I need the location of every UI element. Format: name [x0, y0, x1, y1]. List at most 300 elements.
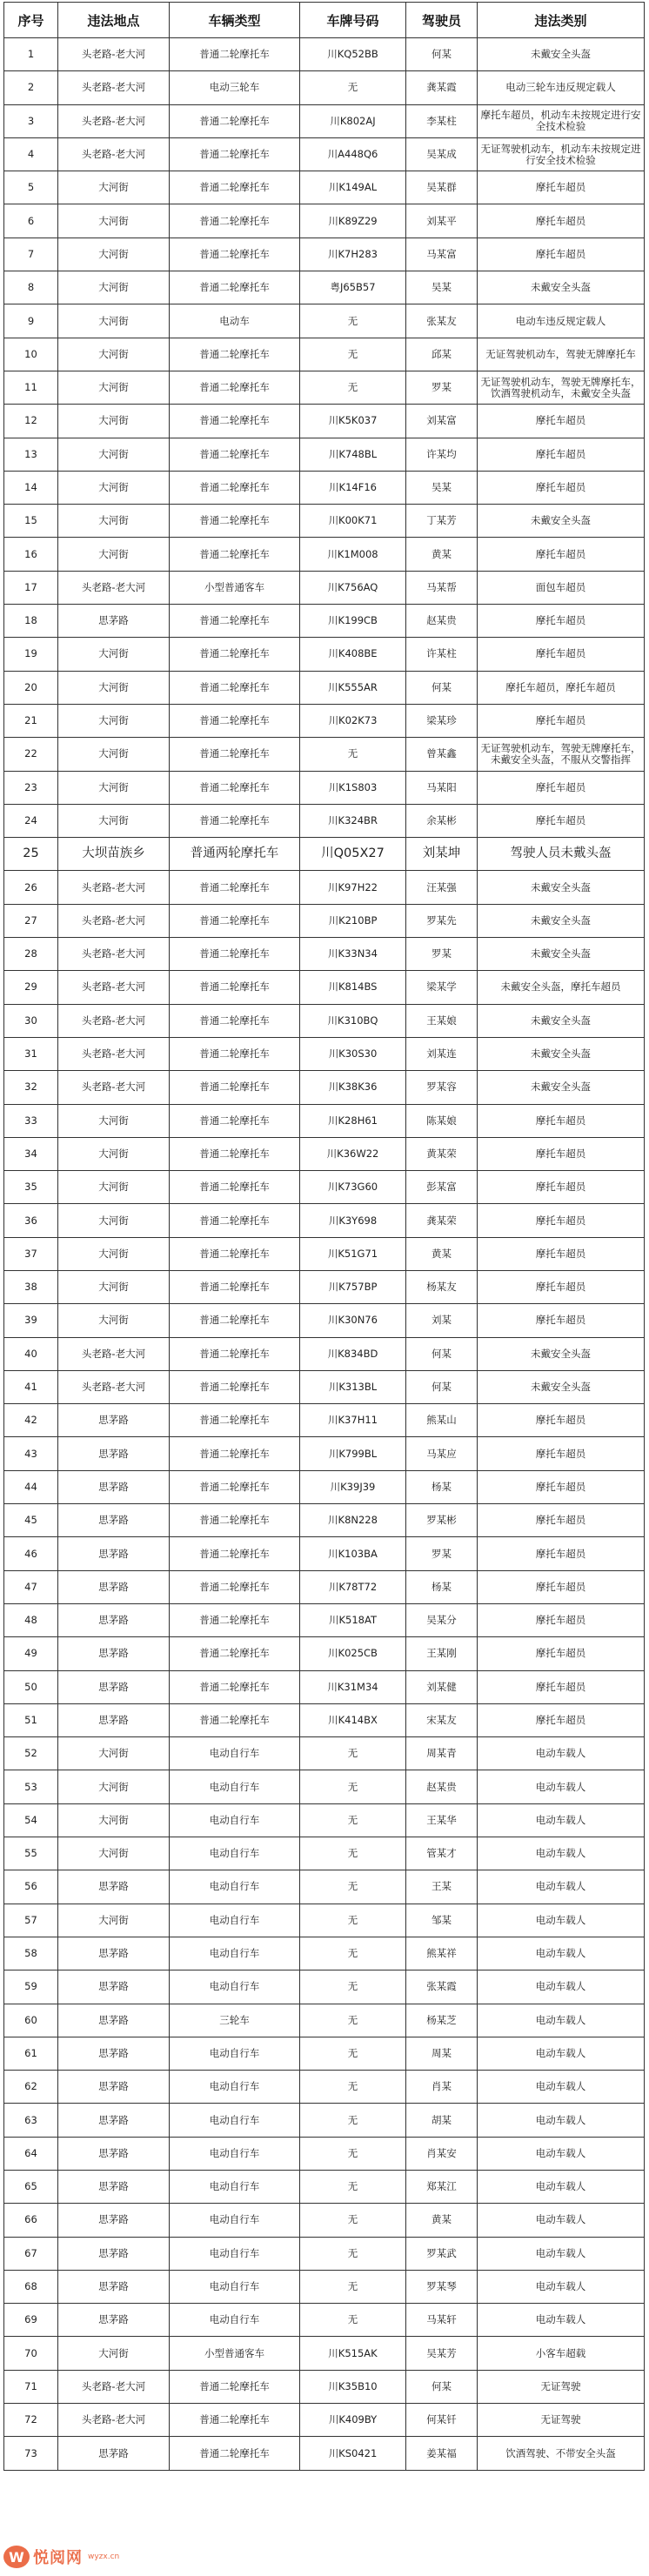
cell-category: 电动车载人: [478, 1904, 645, 1937]
cell-plate: 川K38K36: [300, 1071, 406, 1104]
cell-plate: 无: [300, 1803, 406, 1837]
table-row: [4, 1037, 645, 1070]
cell-plate: 川K33N34: [300, 938, 406, 971]
cell-category: 摩托车超员: [478, 1537, 645, 1570]
table-row: [4, 638, 645, 671]
cell-plate: 无: [300, 1904, 406, 1937]
cell-number: 2: [4, 71, 58, 104]
cell-vehicle-type: 电动自行车: [170, 2037, 300, 2070]
table-row: [4, 371, 645, 404]
cell-vehicle-type: 普通二轮摩托车: [170, 1637, 300, 1670]
cell-location: 头老路-老大河: [58, 38, 170, 71]
cell-vehicle-type: 普通二轮摩托车: [170, 104, 300, 137]
table-row: [4, 1870, 645, 1904]
cell-number: 12: [4, 405, 58, 438]
cell-driver: 汪某强: [406, 871, 478, 904]
cell-number: 32: [4, 1071, 58, 1104]
cell-plate: 川K748BL: [300, 438, 406, 471]
cell-vehicle-type: 普通二轮摩托车: [170, 405, 300, 438]
table-row: [4, 2237, 645, 2270]
cell-plate: 无: [300, 2037, 406, 2070]
cell-category: 摩托车超员: [478, 1504, 645, 1537]
cell-vehicle-type: 普通二轮摩托车: [170, 1037, 300, 1070]
table-row: [4, 538, 645, 571]
cell-vehicle-type: 普通二轮摩托车: [170, 271, 300, 304]
cell-vehicle-type: 普通二轮摩托车: [170, 871, 300, 904]
cell-vehicle-type: 普通二轮摩托车: [170, 1504, 300, 1537]
cell-driver: 龚某荣: [406, 1204, 478, 1237]
cell-location: 头老路-老大河: [58, 971, 170, 1004]
cell-category: 面包车超员: [478, 571, 645, 604]
cell-location: 思茅路: [58, 2004, 170, 2037]
cell-number: 3: [4, 104, 58, 137]
cell-plate: 川K7H283: [300, 238, 406, 271]
cell-location: 大河街: [58, 1803, 170, 1837]
cell-driver: 吴某: [406, 471, 478, 504]
header-category: 违法类别: [478, 3, 645, 38]
cell-category: 未戴安全头盔: [478, 271, 645, 304]
cell-driver: 许某均: [406, 438, 478, 471]
cell-plate: 粤J65B57: [300, 271, 406, 304]
cell-plate: 川K5K037: [300, 405, 406, 438]
cell-driver: 余某彬: [406, 804, 478, 837]
cell-number: 62: [4, 2071, 58, 2104]
table-row: [4, 1703, 645, 1736]
table-row: [4, 1337, 645, 1370]
cell-driver: 黄某: [406, 2204, 478, 2237]
cell-driver: 龚某霞: [406, 71, 478, 104]
cell-category: 未戴安全头盔: [478, 505, 645, 538]
cell-number: 68: [4, 2270, 58, 2303]
cell-category: 摩托车超员: [478, 1603, 645, 1636]
cell-number: 24: [4, 804, 58, 837]
cell-category: 未戴安全头盔: [478, 1037, 645, 1070]
cell-location: 大河街: [58, 371, 170, 404]
cell-location: 大河街: [58, 238, 170, 271]
cell-location: 大河街: [58, 738, 170, 771]
cell-location: 大河街: [58, 438, 170, 471]
cell-location: 头老路-老大河: [58, 1337, 170, 1370]
cell-vehicle-type: 普通二轮摩托车: [170, 971, 300, 1004]
cell-location: 大河街: [58, 1770, 170, 1803]
cell-plate: 无: [300, 738, 406, 771]
cell-category: 摩托车超员: [478, 405, 645, 438]
cell-location: 大河街: [58, 1237, 170, 1270]
cell-location: 头老路-老大河: [58, 1037, 170, 1070]
cell-plate: 川K799BL: [300, 1437, 406, 1470]
cell-driver: 杨某: [406, 1470, 478, 1503]
cell-driver: 罗某: [406, 938, 478, 971]
cell-number: 16: [4, 538, 58, 571]
cell-driver: 周某青: [406, 1737, 478, 1770]
cell-vehicle-type: 普通二轮摩托车: [170, 1137, 300, 1170]
cell-driver: 梁某学: [406, 971, 478, 1004]
cell-number: 39: [4, 1304, 58, 1337]
cell-driver: 马某阳: [406, 771, 478, 804]
cell-driver: 李某柱: [406, 104, 478, 137]
cell-vehicle-type: 普通二轮摩托车: [170, 538, 300, 571]
cell-plate: 无: [300, 2071, 406, 2104]
table-row: [4, 2270, 645, 2303]
cell-number: 63: [4, 2104, 58, 2137]
cell-number: 33: [4, 1104, 58, 1137]
table-row: [4, 2071, 645, 2104]
cell-vehicle-type: 普通二轮摩托车: [170, 804, 300, 837]
cell-driver: 罗某容: [406, 1071, 478, 1104]
cell-category: 未戴安全头盔: [478, 1004, 645, 1037]
cell-category: 摩托车超员: [478, 1437, 645, 1470]
cell-vehicle-type: 普通二轮摩托车: [170, 738, 300, 771]
table-row: [4, 338, 645, 371]
cell-category: 电动车载人: [478, 1970, 645, 2004]
table-row: [4, 271, 645, 304]
cell-plate: 无: [300, 2137, 406, 2170]
cell-plate: 川K00K71: [300, 505, 406, 538]
cell-category: 摩托车超员: [478, 1171, 645, 1204]
cell-category: 摩托车超员: [478, 1304, 645, 1337]
cell-vehicle-type: 电动自行车: [170, 1737, 300, 1770]
cell-plate: 川K28H61: [300, 1104, 406, 1137]
cell-number: 59: [4, 1970, 58, 2004]
cell-driver: 吴某: [406, 271, 478, 304]
table-row: [4, 1803, 645, 1837]
cell-vehicle-type: 普通二轮摩托车: [170, 1370, 300, 1403]
table-row: [4, 2437, 645, 2470]
cell-location: 思茅路: [58, 2171, 170, 2204]
cell-category: 摩托车超员: [478, 704, 645, 737]
table-row: [4, 1570, 645, 1603]
cell-plate: 无: [300, 1870, 406, 1904]
cell-number: 65: [4, 2171, 58, 2204]
table-row: [4, 2037, 645, 2070]
table-row: [4, 971, 645, 1004]
cell-driver: 管某才: [406, 1837, 478, 1870]
cell-plate: 川K31M34: [300, 1670, 406, 1703]
cell-driver: 刘某坤: [406, 838, 478, 871]
cell-vehicle-type: 电动车: [170, 304, 300, 338]
cell-number: 25: [4, 838, 58, 871]
cell-vehicle-type: 普通二轮摩托车: [170, 671, 300, 704]
cell-driver: 邹某: [406, 1904, 478, 1937]
cell-driver: 赵某贵: [406, 605, 478, 638]
cell-driver: 张某友: [406, 304, 478, 338]
table-row: [4, 238, 645, 271]
cell-plate: 川K834BD: [300, 1337, 406, 1370]
cell-driver: 张某霞: [406, 1970, 478, 2004]
cell-location: 思茅路: [58, 1504, 170, 1537]
cell-location: 大河街: [58, 1270, 170, 1303]
cell-plate: 川K51G71: [300, 1237, 406, 1270]
cell-plate: 川K3Y698: [300, 1204, 406, 1237]
cell-vehicle-type: 电动自行车: [170, 2237, 300, 2270]
cell-location: 思茅路: [58, 2037, 170, 2070]
cell-vehicle-type: 电动自行车: [170, 2104, 300, 2137]
table-row: [4, 1404, 645, 1437]
table-row: [4, 471, 645, 504]
cell-vehicle-type: 普通二轮摩托车: [170, 904, 300, 937]
cell-vehicle-type: 普通二轮摩托车: [170, 137, 300, 171]
watermark-text: 悦阅网: [33, 2549, 83, 2567]
cell-category: 电动车载人: [478, 2004, 645, 2037]
cell-category: 电动车载人: [478, 1837, 645, 1870]
cell-location: 大河街: [58, 1171, 170, 1204]
table-row: [4, 671, 645, 704]
table-body: [4, 38, 645, 2471]
cell-location: 思茅路: [58, 1937, 170, 1970]
cell-category: 摩托车超员: [478, 204, 645, 238]
cell-category: 无证驾驶机动车，驾驶无牌摩托车，未戴安全头盔，不服从交警指挥: [478, 738, 645, 771]
cell-location: 思茅路: [58, 1603, 170, 1636]
cell-driver: 马某轩: [406, 2304, 478, 2337]
cell-location: 思茅路: [58, 1537, 170, 1570]
cell-category: 摩托车超员: [478, 171, 645, 204]
cell-category: 驾驶人员未戴头盔: [478, 838, 645, 871]
cell-driver: 邱某: [406, 338, 478, 371]
cell-vehicle-type: 普通二轮摩托车: [170, 238, 300, 271]
cell-number: 51: [4, 1703, 58, 1736]
cell-vehicle-type: 普通二轮摩托车: [170, 1104, 300, 1137]
table-row: [4, 1137, 645, 1170]
table-row: [4, 405, 645, 438]
cell-location: 思茅路: [58, 2137, 170, 2170]
cell-driver: 胡某: [406, 2104, 478, 2137]
cell-category: 未戴安全头盔，摩托车超员: [478, 971, 645, 1004]
cell-category: 摩托车超员: [478, 1670, 645, 1703]
cell-number: 30: [4, 1004, 58, 1037]
cell-plate: 川K30N76: [300, 1304, 406, 1337]
cell-number: 27: [4, 904, 58, 937]
table-row: [4, 2104, 645, 2137]
cell-number: 58: [4, 1937, 58, 1970]
table-row: [4, 704, 645, 737]
table-row: [4, 1437, 645, 1470]
cell-vehicle-type: 普通二轮摩托车: [170, 1237, 300, 1270]
cell-location: 大河街: [58, 538, 170, 571]
cell-category: 摩托车超员: [478, 1104, 645, 1137]
cell-number: 34: [4, 1137, 58, 1170]
cell-plate: 川K199CB: [300, 605, 406, 638]
cell-vehicle-type: 普通二轮摩托车: [170, 38, 300, 71]
cell-driver: 吴某成: [406, 137, 478, 171]
table-row: [4, 1270, 645, 1303]
cell-plate: 川KS0421: [300, 2437, 406, 2470]
table-row: [4, 2137, 645, 2170]
header-vehicle-type: 车辆类型: [170, 3, 300, 38]
cell-number: 50: [4, 1670, 58, 1703]
cell-category: 未戴安全头盔: [478, 904, 645, 937]
cell-plate: 川K103BA: [300, 1537, 406, 1570]
cell-plate: 无: [300, 1970, 406, 2004]
cell-number: 26: [4, 871, 58, 904]
cell-location: 大河街: [58, 671, 170, 704]
cell-location: 大河街: [58, 304, 170, 338]
cell-number: 61: [4, 2037, 58, 2070]
cell-number: 5: [4, 171, 58, 204]
cell-plate: 川K814BS: [300, 971, 406, 1004]
cell-number: 7: [4, 238, 58, 271]
cell-category: 电动车载人: [478, 2270, 645, 2303]
cell-number: 56: [4, 1870, 58, 1904]
cell-location: 头老路-老大河: [58, 137, 170, 171]
cell-vehicle-type: 电动自行车: [170, 1803, 300, 1837]
cell-driver: 黄某: [406, 1237, 478, 1270]
cell-driver: 罗某彬: [406, 1504, 478, 1537]
table-row: [4, 71, 645, 104]
cell-category: 电动三轮车违反规定载人: [478, 71, 645, 104]
cell-number: 20: [4, 671, 58, 704]
cell-vehicle-type: 电动自行车: [170, 1970, 300, 2004]
cell-vehicle-type: 普通二轮摩托车: [170, 1071, 300, 1104]
cell-vehicle-type: 普通二轮摩托车: [170, 438, 300, 471]
cell-category: 电动车载人: [478, 2237, 645, 2270]
cell-plate: 无: [300, 2004, 406, 2037]
cell-vehicle-type: 普通二轮摩托车: [170, 371, 300, 404]
cell-plate: 川K324BR: [300, 804, 406, 837]
cell-number: 35: [4, 1171, 58, 1204]
cell-driver: 杨某: [406, 1570, 478, 1603]
cell-vehicle-type: 普通二轮摩托车: [170, 1204, 300, 1237]
cell-vehicle-type: 普通二轮摩托车: [170, 1304, 300, 1337]
cell-category: 电动车载人: [478, 2071, 645, 2104]
header-location: 违法地点: [58, 3, 170, 38]
cell-vehicle-type: 普通二轮摩托车: [170, 771, 300, 804]
cell-category: 电动车载人: [478, 2204, 645, 2237]
cell-location: 思茅路: [58, 2071, 170, 2104]
cell-vehicle-type: 普通二轮摩托车: [170, 1670, 300, 1703]
cell-location: 头老路-老大河: [58, 571, 170, 604]
cell-vehicle-type: 小型普通客车: [170, 2337, 300, 2370]
table-row: [4, 904, 645, 937]
cell-number: 64: [4, 2137, 58, 2170]
cell-number: 17: [4, 571, 58, 604]
cell-vehicle-type: 电动自行车: [170, 1837, 300, 1870]
table-row: [4, 838, 645, 871]
table-row: [4, 605, 645, 638]
cell-number: 69: [4, 2304, 58, 2337]
cell-category: 摩托车超员: [478, 1237, 645, 1270]
cell-driver: 杨某芝: [406, 2004, 478, 2037]
cell-category: 电动车载人: [478, 1937, 645, 1970]
cell-category: 未戴安全头盔: [478, 1370, 645, 1403]
cell-location: 大河街: [58, 804, 170, 837]
cell-driver: 刘某连: [406, 1037, 478, 1070]
cell-location: 思茅路: [58, 1437, 170, 1470]
cell-number: 10: [4, 338, 58, 371]
cell-driver: 吴某分: [406, 1603, 478, 1636]
cell-plate: 川K515AK: [300, 2337, 406, 2370]
cell-category: 摩托车超员: [478, 638, 645, 671]
cell-location: 头老路-老大河: [58, 1071, 170, 1104]
cell-number: 29: [4, 971, 58, 1004]
table-row: [4, 2171, 645, 2204]
cell-number: 52: [4, 1737, 58, 1770]
cell-category: 摩托车超员: [478, 605, 645, 638]
cell-plate: 无: [300, 1937, 406, 1970]
cell-location: 思茅路: [58, 2304, 170, 2337]
cell-driver: 刘某: [406, 1304, 478, 1337]
cell-number: 8: [4, 271, 58, 304]
cell-plate: 川K025CB: [300, 1637, 406, 1670]
cell-plate: 无: [300, 2104, 406, 2137]
cell-vehicle-type: 电动自行车: [170, 1904, 300, 1937]
cell-vehicle-type: 普通二轮摩托车: [170, 338, 300, 371]
cell-plate: 川K408BE: [300, 638, 406, 671]
cell-number: 72: [4, 2404, 58, 2437]
cell-location: 大河街: [58, 1204, 170, 1237]
cell-driver: 肖某安: [406, 2137, 478, 2170]
table-header-row: [4, 3, 645, 38]
cell-category: 电动车载人: [478, 2104, 645, 2137]
cell-category: 未戴安全头盔: [478, 871, 645, 904]
cell-driver: 罗某琴: [406, 2270, 478, 2303]
table-row: [4, 171, 645, 204]
cell-location: 大河街: [58, 1904, 170, 1937]
cell-category: 摩托车超员: [478, 1570, 645, 1603]
cell-category: 电动车载人: [478, 2304, 645, 2337]
cell-plate: 川K8N228: [300, 1504, 406, 1537]
cell-vehicle-type: 三轮车: [170, 2004, 300, 2037]
cell-number: 73: [4, 2437, 58, 2470]
cell-driver: 黄某荣: [406, 1137, 478, 1170]
table-row: [4, 2404, 645, 2437]
cell-driver: 何某: [406, 2370, 478, 2403]
cell-number: 4: [4, 137, 58, 171]
cell-plate: 无: [300, 1770, 406, 1803]
cell-vehicle-type: 普通二轮摩托车: [170, 1470, 300, 1503]
cell-plate: 川K89Z29: [300, 204, 406, 238]
cell-location: 大河街: [58, 1137, 170, 1170]
cell-driver: 丁某芳: [406, 505, 478, 538]
cell-location: 大河街: [58, 471, 170, 504]
cell-driver: 宋某友: [406, 1703, 478, 1736]
header-number: 序号: [4, 3, 58, 38]
cell-location: 头老路-老大河: [58, 938, 170, 971]
cell-plate: 川K149AL: [300, 171, 406, 204]
table-row: [4, 871, 645, 904]
cell-number: 31: [4, 1037, 58, 1070]
watermark-logo-icon: W: [3, 2546, 30, 2568]
cell-vehicle-type: 普通二轮摩托车: [170, 704, 300, 737]
cell-driver: 马某帮: [406, 571, 478, 604]
table-row: [4, 1770, 645, 1803]
cell-plate: 无: [300, 71, 406, 104]
cell-location: 思茅路: [58, 2237, 170, 2270]
cell-vehicle-type: 普通二轮摩托车: [170, 1570, 300, 1603]
cell-location: 头老路-老大河: [58, 104, 170, 137]
cell-vehicle-type: 普通二轮摩托车: [170, 204, 300, 238]
cell-category: 摩托车超员: [478, 1137, 645, 1170]
cell-plate: 无: [300, 1737, 406, 1770]
cell-number: 47: [4, 1570, 58, 1603]
cell-category: 摩托车超员: [478, 1703, 645, 1736]
cell-location: 思茅路: [58, 1703, 170, 1736]
cell-plate: 川K97H22: [300, 871, 406, 904]
cell-vehicle-type: 普通二轮摩托车: [170, 938, 300, 971]
cell-driver: 杨某友: [406, 1270, 478, 1303]
cell-driver: 罗某武: [406, 2237, 478, 2270]
cell-driver: 姜某福: [406, 2437, 478, 2470]
table-row: [4, 104, 645, 137]
cell-category: 电动车载人: [478, 1770, 645, 1803]
table-row: [4, 2337, 645, 2370]
cell-number: 38: [4, 1270, 58, 1303]
cell-driver: 陈某娘: [406, 1104, 478, 1137]
cell-driver: 何某: [406, 1370, 478, 1403]
cell-category: 电动车载人: [478, 1803, 645, 1837]
table-row: [4, 1937, 645, 1970]
cell-plate: 无: [300, 304, 406, 338]
cell-number: 45: [4, 1504, 58, 1537]
